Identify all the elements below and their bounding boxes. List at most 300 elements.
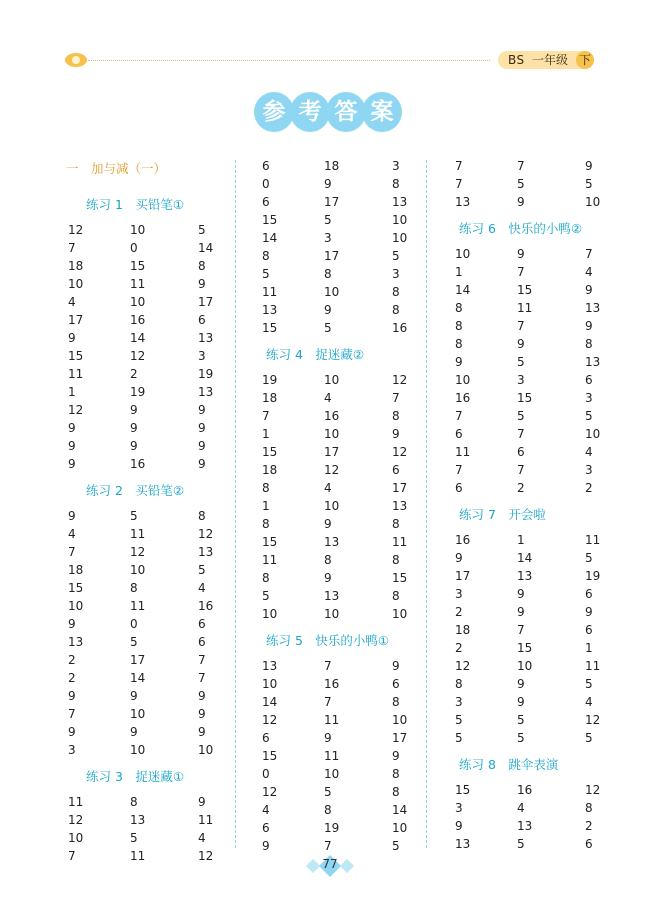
answer-value: 8 bbox=[455, 677, 463, 691]
answer-value: 10 bbox=[68, 831, 84, 845]
answer-value: 2 bbox=[517, 481, 525, 495]
answer-row bbox=[68, 437, 254, 455]
answer-value: 5 bbox=[392, 249, 400, 263]
answer-value: 10 bbox=[392, 713, 408, 727]
page-number-badge bbox=[308, 855, 352, 877]
answer-value: 10 bbox=[585, 427, 601, 441]
answer-row bbox=[68, 383, 254, 401]
answer-value: 10 bbox=[198, 743, 214, 757]
answer-value: 6 bbox=[198, 617, 206, 631]
answer-row bbox=[455, 281, 641, 299]
answer-value: 12 bbox=[392, 373, 408, 387]
answer-value: 15 bbox=[392, 571, 408, 585]
answer-value: 8 bbox=[455, 301, 463, 315]
answer-value: 10 bbox=[517, 659, 533, 673]
answer-value: 3 bbox=[392, 159, 400, 173]
answer-value: 5 bbox=[585, 409, 593, 423]
answer-value: 4 bbox=[517, 801, 525, 815]
answer-value: 15 bbox=[517, 283, 533, 297]
answer-row bbox=[68, 793, 254, 811]
answer-value: 3 bbox=[68, 743, 76, 757]
answer-value: 18 bbox=[324, 159, 340, 173]
answer-row bbox=[455, 299, 641, 317]
answer-value: 7 bbox=[517, 159, 525, 173]
answer-value: 11 bbox=[324, 749, 340, 763]
answer-row bbox=[455, 263, 641, 281]
answer-row bbox=[68, 419, 254, 437]
answer-value: 8 bbox=[392, 553, 400, 567]
answer-column-3 bbox=[455, 157, 641, 853]
answer-row bbox=[262, 265, 448, 283]
answer-value: 10 bbox=[324, 499, 340, 513]
answer-row bbox=[68, 615, 254, 633]
answer-row bbox=[455, 603, 641, 621]
answer-value: 3 bbox=[585, 463, 593, 477]
header-dotted-line bbox=[88, 60, 490, 61]
answer-value: 9 bbox=[198, 421, 206, 435]
answer-value: 7 bbox=[517, 265, 525, 279]
title-char: 考 bbox=[290, 92, 330, 132]
answer-row bbox=[68, 597, 254, 615]
answer-value: 9 bbox=[198, 439, 206, 453]
answer-row bbox=[262, 533, 448, 551]
answer-value: 6 bbox=[198, 635, 206, 649]
heading-text: 练习 1 买铅笔① bbox=[86, 197, 185, 212]
answer-value: 8 bbox=[324, 553, 332, 567]
answer-row bbox=[455, 425, 641, 443]
answer-value: 6 bbox=[262, 159, 270, 173]
answer-value: 14 bbox=[517, 551, 533, 565]
answer-value: 15 bbox=[262, 445, 278, 459]
heading-text: 练习 3 捉迷藏① bbox=[86, 769, 185, 784]
answer-value: 9 bbox=[262, 839, 270, 853]
answer-value: 10 bbox=[130, 743, 146, 757]
answer-value: 4 bbox=[198, 831, 206, 845]
answer-value: 3 bbox=[392, 267, 400, 281]
answer-value: 11 bbox=[517, 301, 533, 315]
answer-value: 6 bbox=[262, 821, 270, 835]
answer-row bbox=[262, 675, 448, 693]
answer-value: 13 bbox=[324, 589, 340, 603]
answer-value: 14 bbox=[262, 695, 278, 709]
answer-row bbox=[262, 283, 448, 301]
answer-row bbox=[262, 693, 448, 711]
answer-row bbox=[455, 317, 641, 335]
answer-value: 13 bbox=[455, 195, 471, 209]
answer-value: 3 bbox=[455, 801, 463, 815]
answer-value: 5 bbox=[517, 713, 525, 727]
answer-value: 18 bbox=[68, 563, 84, 577]
answer-value: 5 bbox=[262, 267, 270, 281]
answer-value: 10 bbox=[68, 277, 84, 291]
answer-value: 14 bbox=[198, 241, 214, 255]
answer-value: 9 bbox=[517, 605, 525, 619]
heading-text: 练习 6 快乐的小鸭② bbox=[459, 221, 583, 236]
answer-value: 19 bbox=[324, 821, 340, 835]
answer-value: 8 bbox=[262, 249, 270, 263]
answer-value: 15 bbox=[68, 349, 84, 363]
answer-row bbox=[455, 799, 641, 817]
answer-value: 6 bbox=[585, 837, 593, 851]
answer-value: 5 bbox=[198, 223, 206, 237]
answer-row bbox=[68, 543, 254, 561]
exercise-heading bbox=[68, 187, 254, 221]
answer-value: 5 bbox=[392, 839, 400, 853]
answer-value: 2 bbox=[455, 641, 463, 655]
answer-row bbox=[455, 461, 641, 479]
answer-value: 3 bbox=[517, 373, 525, 387]
answer-value: 5 bbox=[130, 509, 138, 523]
answer-value: 18 bbox=[68, 259, 84, 273]
answer-value: 8 bbox=[455, 337, 463, 351]
answer-value: 9 bbox=[517, 695, 525, 709]
answer-value: 9 bbox=[198, 795, 206, 809]
answer-value: 8 bbox=[455, 319, 463, 333]
answer-value: 8 bbox=[392, 517, 400, 531]
answer-row bbox=[455, 443, 641, 461]
answer-value: 15 bbox=[68, 581, 84, 595]
answer-value: 8 bbox=[262, 517, 270, 531]
answer-row bbox=[262, 801, 448, 819]
answer-value: 15 bbox=[517, 391, 533, 405]
answer-row bbox=[455, 389, 641, 407]
answer-row bbox=[68, 329, 254, 347]
title-char: 答 bbox=[326, 92, 366, 132]
answer-value: 10 bbox=[130, 563, 146, 577]
answer-value: 2 bbox=[455, 605, 463, 619]
answer-value: 13 bbox=[198, 385, 214, 399]
answer-row bbox=[68, 705, 254, 723]
answer-row bbox=[455, 479, 641, 497]
answer-row bbox=[262, 479, 448, 497]
term-label: 下 bbox=[576, 51, 594, 69]
answer-value: 9 bbox=[324, 731, 332, 745]
answer-value: 16 bbox=[130, 457, 146, 471]
answer-value: 6 bbox=[585, 587, 593, 601]
answer-value: 19 bbox=[130, 385, 146, 399]
answer-row bbox=[262, 569, 448, 587]
answer-value: 0 bbox=[262, 767, 270, 781]
answer-value: 6 bbox=[585, 623, 593, 637]
answer-value: 5 bbox=[455, 713, 463, 727]
answer-row bbox=[455, 567, 641, 585]
answer-row bbox=[455, 657, 641, 675]
answer-row bbox=[455, 729, 641, 747]
answer-value: 1 bbox=[262, 427, 270, 441]
answer-value: 8 bbox=[392, 177, 400, 191]
answer-row bbox=[68, 239, 254, 257]
answer-value: 6 bbox=[455, 481, 463, 495]
answer-row bbox=[262, 389, 448, 407]
answer-value: 12 bbox=[324, 463, 340, 477]
answer-value: 7 bbox=[517, 463, 525, 477]
answer-value: 1 bbox=[455, 265, 463, 279]
answer-value: 2 bbox=[585, 481, 593, 495]
answer-value: 9 bbox=[68, 457, 76, 471]
answer-row bbox=[262, 443, 448, 461]
answer-value: 11 bbox=[68, 795, 84, 809]
answer-value: 5 bbox=[585, 731, 593, 745]
exercise-heading bbox=[455, 211, 641, 245]
answer-value: 6 bbox=[585, 373, 593, 387]
answer-value: 5 bbox=[585, 677, 593, 691]
answer-row bbox=[68, 829, 254, 847]
answer-value: 10 bbox=[130, 707, 146, 721]
answer-value: 11 bbox=[585, 659, 601, 673]
answer-value: 12 bbox=[585, 783, 601, 797]
answer-value: 1 bbox=[585, 641, 593, 655]
answer-value: 10 bbox=[324, 607, 340, 621]
answer-value: 11 bbox=[130, 849, 146, 863]
answer-value: 0 bbox=[262, 177, 270, 191]
answer-value: 12 bbox=[130, 545, 146, 559]
answer-value: 17 bbox=[68, 313, 84, 327]
answer-row bbox=[262, 175, 448, 193]
answer-row bbox=[68, 275, 254, 293]
answer-value: 17 bbox=[324, 195, 340, 209]
answer-value: 4 bbox=[198, 581, 206, 595]
answer-value: 12 bbox=[68, 223, 84, 237]
grade-badge bbox=[498, 51, 594, 69]
answer-value: 15 bbox=[262, 213, 278, 227]
answer-value: 6 bbox=[517, 445, 525, 459]
answer-value: 12 bbox=[130, 349, 146, 363]
answer-row bbox=[262, 319, 448, 337]
answer-value: 17 bbox=[130, 653, 146, 667]
answer-row bbox=[262, 229, 448, 247]
answer-value: 8 bbox=[585, 337, 593, 351]
answer-value: 9 bbox=[585, 605, 593, 619]
answer-row bbox=[68, 455, 254, 473]
answer-value: 6 bbox=[262, 731, 270, 745]
title-char: 参 bbox=[254, 92, 294, 132]
answer-value: 1 bbox=[262, 499, 270, 513]
answer-value: 15 bbox=[517, 641, 533, 655]
answer-value: 5 bbox=[517, 731, 525, 745]
answer-value: 9 bbox=[198, 403, 206, 417]
answer-value: 11 bbox=[262, 285, 278, 299]
answer-value: 9 bbox=[68, 725, 76, 739]
answer-value: 7 bbox=[324, 659, 332, 673]
answer-column-2 bbox=[262, 157, 448, 855]
answer-value: 9 bbox=[198, 689, 206, 703]
answer-value: 8 bbox=[392, 589, 400, 603]
answer-row bbox=[455, 549, 641, 567]
answer-value: 16 bbox=[517, 783, 533, 797]
answer-value: 9 bbox=[68, 421, 76, 435]
answer-value: 8 bbox=[262, 481, 270, 495]
answer-row bbox=[68, 579, 254, 597]
answer-value: 13 bbox=[585, 355, 601, 369]
answer-row bbox=[262, 157, 448, 175]
answer-value: 5 bbox=[517, 177, 525, 191]
answer-row bbox=[455, 531, 641, 549]
answer-value: 9 bbox=[68, 509, 76, 523]
answer-row bbox=[262, 837, 448, 855]
answer-row bbox=[68, 507, 254, 525]
answer-value: 14 bbox=[130, 671, 146, 685]
answer-value: 5 bbox=[324, 785, 332, 799]
answer-value: 2 bbox=[130, 367, 138, 381]
heading-text: 练习 7 开会啦 bbox=[459, 507, 546, 522]
answer-value: 7 bbox=[517, 319, 525, 333]
answer-value: 8 bbox=[130, 795, 138, 809]
answer-row bbox=[455, 711, 641, 729]
answer-value: 10 bbox=[392, 821, 408, 835]
answer-value: 5 bbox=[324, 321, 332, 335]
answer-value: 13 bbox=[198, 331, 214, 345]
answer-row bbox=[455, 585, 641, 603]
answer-row bbox=[68, 561, 254, 579]
answer-value: 13 bbox=[198, 545, 214, 559]
answer-row bbox=[68, 365, 254, 383]
answer-value: 5 bbox=[198, 563, 206, 577]
answer-value: 17 bbox=[324, 445, 340, 459]
answer-value: 6 bbox=[198, 313, 206, 327]
answer-value: 4 bbox=[262, 803, 270, 817]
answer-value: 16 bbox=[324, 677, 340, 691]
answer-value: 13 bbox=[517, 569, 533, 583]
answer-value: 9 bbox=[198, 725, 206, 739]
answer-value: 16 bbox=[324, 409, 340, 423]
answer-value: 7 bbox=[455, 177, 463, 191]
answer-value: 5 bbox=[517, 355, 525, 369]
answer-value: 9 bbox=[324, 177, 332, 191]
answer-value: 9 bbox=[517, 337, 525, 351]
answer-row bbox=[262, 211, 448, 229]
answer-row bbox=[262, 747, 448, 765]
answer-value: 7 bbox=[392, 391, 400, 405]
answer-value: 7 bbox=[455, 463, 463, 477]
answer-value: 4 bbox=[585, 445, 593, 459]
answer-value: 11 bbox=[392, 535, 408, 549]
answer-row bbox=[68, 847, 254, 865]
answer-row bbox=[68, 723, 254, 741]
answer-row bbox=[262, 497, 448, 515]
answer-value: 10 bbox=[392, 607, 408, 621]
answer-value: 14 bbox=[392, 803, 408, 817]
answer-row bbox=[262, 657, 448, 675]
answer-row bbox=[455, 407, 641, 425]
answer-value: 10 bbox=[324, 373, 340, 387]
answer-value: 17 bbox=[198, 295, 214, 309]
answer-row bbox=[455, 781, 641, 799]
answer-row bbox=[68, 687, 254, 705]
answer-value: 12 bbox=[262, 785, 278, 799]
answer-value: 9 bbox=[130, 421, 138, 435]
answer-value: 5 bbox=[130, 635, 138, 649]
answer-value: 5 bbox=[585, 177, 593, 191]
answer-value: 7 bbox=[198, 653, 206, 667]
exercise-heading bbox=[455, 747, 641, 781]
answer-value: 16 bbox=[455, 533, 471, 547]
answer-value: 8 bbox=[392, 409, 400, 423]
answer-value: 1 bbox=[68, 385, 76, 399]
answer-value: 5 bbox=[517, 409, 525, 423]
answer-value: 15 bbox=[262, 321, 278, 335]
answer-value: 16 bbox=[130, 313, 146, 327]
answer-row bbox=[68, 311, 254, 329]
answer-value: 18 bbox=[455, 623, 471, 637]
answer-value: 2 bbox=[585, 819, 593, 833]
answer-value: 14 bbox=[455, 283, 471, 297]
answer-value: 12 bbox=[455, 659, 471, 673]
answer-value: 9 bbox=[324, 571, 332, 585]
answer-value: 4 bbox=[585, 265, 593, 279]
answer-row bbox=[262, 301, 448, 319]
answer-value: 13 bbox=[68, 635, 84, 649]
answer-value: 13 bbox=[262, 659, 278, 673]
answer-row bbox=[262, 425, 448, 443]
answer-value: 4 bbox=[585, 695, 593, 709]
answer-value: 9 bbox=[68, 617, 76, 631]
answer-value: 8 bbox=[198, 259, 206, 273]
answer-value: 13 bbox=[585, 301, 601, 315]
title-char: 案 bbox=[362, 92, 402, 132]
answer-value: 16 bbox=[455, 391, 471, 405]
answer-value: 9 bbox=[585, 159, 593, 173]
answer-row bbox=[262, 551, 448, 569]
answer-value: 2 bbox=[68, 653, 76, 667]
answer-value: 10 bbox=[324, 285, 340, 299]
answer-value: 13 bbox=[324, 535, 340, 549]
answer-row bbox=[262, 247, 448, 265]
answer-row bbox=[68, 669, 254, 687]
answer-value: 9 bbox=[198, 457, 206, 471]
answer-value: 9 bbox=[517, 195, 525, 209]
answer-value: 11 bbox=[68, 367, 84, 381]
answer-value: 9 bbox=[198, 277, 206, 291]
answer-value: 10 bbox=[324, 427, 340, 441]
answer-value: 18 bbox=[262, 391, 278, 405]
answer-row bbox=[262, 515, 448, 533]
answer-value: 17 bbox=[392, 481, 408, 495]
answer-row bbox=[68, 347, 254, 365]
answer-value: 14 bbox=[130, 331, 146, 345]
answer-value: 8 bbox=[324, 803, 332, 817]
answer-value: 12 bbox=[198, 849, 214, 863]
answer-row bbox=[262, 605, 448, 623]
answer-value: 6 bbox=[392, 463, 400, 477]
answer-value: 3 bbox=[455, 587, 463, 601]
answer-value: 7 bbox=[324, 695, 332, 709]
answer-value: 9 bbox=[392, 427, 400, 441]
answer-value: 17 bbox=[324, 249, 340, 263]
answer-value: 9 bbox=[455, 551, 463, 565]
answer-row bbox=[262, 729, 448, 747]
answer-value: 2 bbox=[68, 671, 76, 685]
answer-value: 8 bbox=[324, 267, 332, 281]
answer-value: 10 bbox=[262, 607, 278, 621]
answer-value: 8 bbox=[585, 801, 593, 815]
answer-value: 8 bbox=[392, 785, 400, 799]
answer-value: 12 bbox=[198, 527, 214, 541]
answer-value: 4 bbox=[68, 295, 76, 309]
answer-value: 9 bbox=[392, 659, 400, 673]
exercise-heading bbox=[455, 497, 641, 531]
answer-value: 11 bbox=[130, 277, 146, 291]
answer-value: 8 bbox=[392, 767, 400, 781]
answer-value: 9 bbox=[585, 319, 593, 333]
answer-value: 11 bbox=[198, 813, 214, 827]
answer-row bbox=[262, 587, 448, 605]
answer-value: 17 bbox=[392, 731, 408, 745]
heading-text: 一 加与减（一） bbox=[66, 161, 167, 176]
answer-value: 10 bbox=[392, 231, 408, 245]
series-code: BS bbox=[508, 53, 525, 67]
answer-value: 12 bbox=[585, 713, 601, 727]
heading-text: 练习 8 跳伞表演 bbox=[459, 757, 559, 772]
